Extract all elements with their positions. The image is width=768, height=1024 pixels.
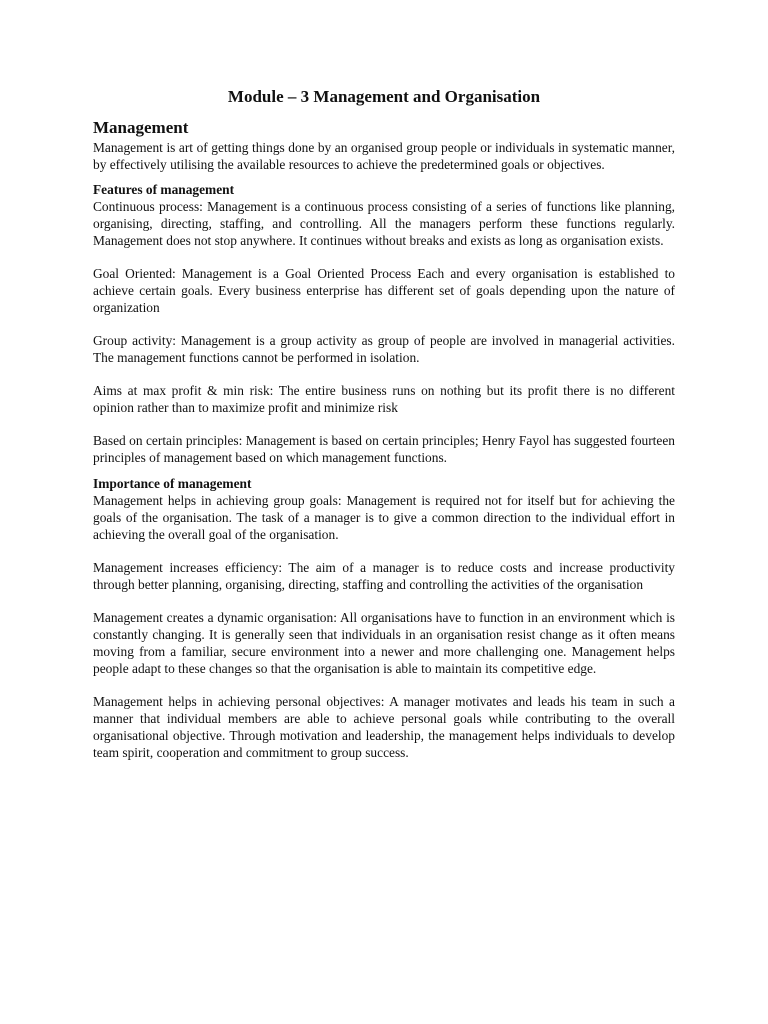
feature-paragraph-principles: Based on certain principles: Management is based on certain principles; Henry Fayol has suggested fourteen principles of management based on which management functions. [93, 433, 675, 465]
feature-paragraph-continuous-process: Continuous process: Management is a continuous process consisting of a series of functions like planning, organising, directing, staffing, and controlling. All the managers perform these functions regularly. Management does not stop anywhere. It continues without breaks and exists as long as organisation exists. [93, 199, 675, 248]
importance-paragraph-group-goals: Management helps in achieving group goals: Management is required not for itself but for achieving the goals of the organisation. The task of a manager is to give a common direction to the individual effort in achieving the overall goal of the organisation. [93, 493, 675, 542]
feature-paragraph-group-activity: Group activity: Management is a group activity as group of people are involved in managerial activities. The management functions cannot be performed in isolation. [93, 333, 675, 365]
features-heading: Features of management [93, 182, 235, 197]
importance-paragraph-efficiency: Management increases efficiency: The aim of a manager is to reduce costs and increase productivity through better planning, organising, directing, staffing and controlling the activities of the organisation [93, 560, 675, 592]
intro-paragraph: Management is art of getting things done by an organised group people or individuals in systematic manner, by effectively utilising the available resources to achieve the predetermined goals or objectives. [93, 140, 675, 172]
section-heading-management: Management [93, 118, 189, 137]
importance-heading: Importance of management [93, 476, 252, 491]
page-title: Module – 3 Management and Organisation [227, 87, 541, 106]
document-page [93, 86, 675, 761]
importance-paragraph-personal-objectives: Management helps in achieving personal objectives: A manager motivates and leads his team in such a manner that individual members are able to achieve personal goals while contributing to the overall organisational objective. Through motivation and leadership, the management helps individuals to develop team spirit, cooperation and commitment to group success. [93, 694, 675, 760]
feature-paragraph-max-profit: Aims at max profit & min risk: The entire business runs on nothing but its profit there is no different opinion rather than to maximize profit and minimize risk [93, 383, 675, 415]
importance-paragraph-dynamic-organisation: Management creates a dynamic organisation: All organisations have to function in an environment which is constantly changing. It is generally seen that individuals in an organisation resist change as it often means moving from a familiar, secure environment into a newer and more challenging one. Management helps people adapt to these changes so that the organisation is able to maintain its competitive edge. [93, 610, 675, 676]
feature-paragraph-goal-oriented: Goal Oriented: Management is a Goal Oriented Process Each and every organisation is established to achieve certain goals. Every business enterprise has different set of goals depending upon the nature of organization [93, 266, 675, 315]
